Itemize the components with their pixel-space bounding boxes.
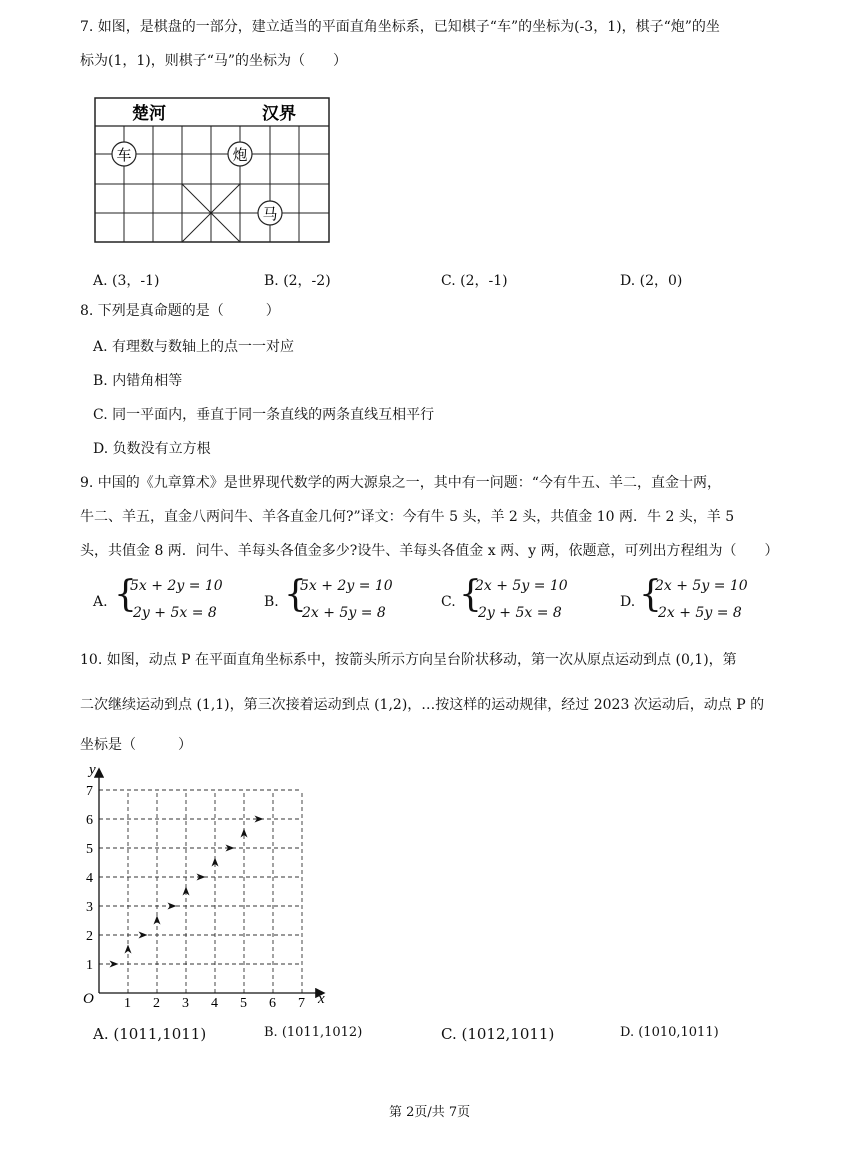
piece-che: 车: [116, 148, 132, 164]
q9-option-d-eq1: 2x + 5y = 10: [655, 578, 748, 594]
q10-stem-line3: 坐标是（ ）: [80, 737, 192, 753]
arrow-right-marker: [139, 932, 148, 939]
y-tick-label: 6: [86, 813, 93, 828]
q9-option-c-eq2: 2y + 5x = 8: [478, 605, 562, 621]
arrow-right-marker: [168, 903, 177, 910]
q9-option-a-brace: {: [114, 574, 137, 615]
chessboard-figure: [92, 96, 332, 244]
q9-option-a-eq1: 5x + 2y = 10: [130, 578, 223, 594]
q9-option-c-label: C.: [441, 594, 456, 610]
x-tick-label: 5: [240, 996, 247, 1010]
q10-option-d: D. (1010,1011): [620, 1025, 719, 1040]
x-tick-label: 3: [182, 996, 189, 1010]
y-tick-label: 2: [86, 929, 93, 944]
q9-option-c-brace: {: [459, 574, 482, 615]
q8-option-a: A. 有理数与数轴上的点一一对应: [93, 339, 295, 355]
q10-option-c: C. (1012,1011): [441, 1025, 555, 1043]
q8-stem: 8. 下列是真命题的是（ ）: [80, 303, 280, 319]
x-tick-label: 7: [298, 996, 305, 1010]
q9-option-d-eq2: 2x + 5y = 8: [658, 605, 742, 621]
q9-option-d-brace: {: [639, 574, 662, 615]
arrow-up-marker: [125, 945, 132, 954]
piece-ma: 马: [262, 207, 278, 223]
q9-option-b-eq2: 2x + 5y = 8: [302, 605, 386, 621]
x-tick-label: 1: [124, 996, 131, 1010]
q7-option-b: B. (2，-2): [264, 273, 331, 289]
q7-option-c: C. (2，-1): [441, 273, 508, 289]
q7-stem-line1: 7. 如图，是棋盘的一部分，建立适当的平面直角坐标系，已知棋子“车”的坐标为(-3，1)，棋子“炮”的坐: [80, 19, 720, 35]
q7-stem-line2: 标为(1，1)，则棋子“马”的坐标为（ ）: [80, 53, 348, 69]
q10-stem-line1: 10. 如图，动点 P 在平面直角坐标系中，按箭头所示方向呈台阶状移动，第一次从原点运动到点 (0,1)，第: [80, 652, 737, 668]
staircase-graph: [78, 760, 338, 1010]
y-tick-label: 7: [86, 784, 93, 799]
y-axis-label: y: [89, 762, 96, 778]
y-tick-label: 4: [86, 871, 93, 886]
q8-option-c: C. 同一平面内，垂直于同一条直线的两条直线互相平行: [93, 407, 435, 423]
q9-stem-line1: 9. 中国的《九章算术》是世界现代数学的两大源泉之一，其中有一问题：“今有牛五、羊二，直金十两，: [80, 475, 721, 491]
q9-stem-line2: 牛二、羊五，直金八两问牛、羊各直金几何?”译文：今有牛 5 头，羊 2 头，共值金 10 两．牛 2 头，羊 5: [80, 509, 735, 525]
x-axis-label: x: [318, 991, 325, 1007]
q8-option-d: D. 负数没有立方根: [93, 441, 211, 457]
y-tick-label: 3: [86, 900, 93, 915]
q7-option-d: D. (2，0): [620, 273, 683, 289]
q10-option-b: B. (1011,1012): [264, 1025, 363, 1040]
y-tick-label: 1: [86, 958, 93, 973]
arrow-up-marker: [154, 916, 161, 925]
origin-label: O: [83, 991, 94, 1007]
page-footer: 第 2页/共 7页: [389, 1105, 471, 1120]
q9-option-b-label: B.: [264, 594, 279, 610]
y-tick-label: 5: [86, 842, 93, 857]
q7-option-a: A. (3，-1): [93, 273, 160, 289]
q9-option-d-label: D.: [620, 594, 636, 610]
x-tick-label: 4: [211, 996, 218, 1010]
river-label-left: 楚河: [132, 104, 166, 123]
q8-option-b: B. 内错角相等: [93, 373, 183, 389]
q10-option-a: A. (1011,1011): [93, 1025, 207, 1043]
q10-stem-line2: 二次继续运动到点 (1,1)，第三次接着运动到点 (1,2)，…按这样的运动规律，经过 2023 次运动后，动点 P 的: [80, 697, 765, 713]
piece-pao: 炮: [232, 148, 248, 164]
x-tick-label: 6: [269, 996, 276, 1010]
q9-option-a-eq2: 2y + 5x = 8: [133, 605, 217, 621]
q9-option-b-eq1: 5x + 2y = 10: [300, 578, 393, 594]
river-label-right: 汉界: [262, 104, 296, 123]
q9-stem-line3: 头，共值金 8 两．问牛、羊每头各值金多少?设牛、羊每头各值金 x 两、y 两，依题意，可列出方程组为（ ）: [80, 543, 779, 559]
q9-option-a-label: A.: [93, 594, 108, 610]
q9-option-c-eq1: 2x + 5y = 10: [475, 578, 568, 594]
arrow-right-marker: [110, 961, 119, 968]
x-tick-label: 2: [153, 996, 160, 1010]
q9-option-b-brace: {: [284, 574, 307, 615]
